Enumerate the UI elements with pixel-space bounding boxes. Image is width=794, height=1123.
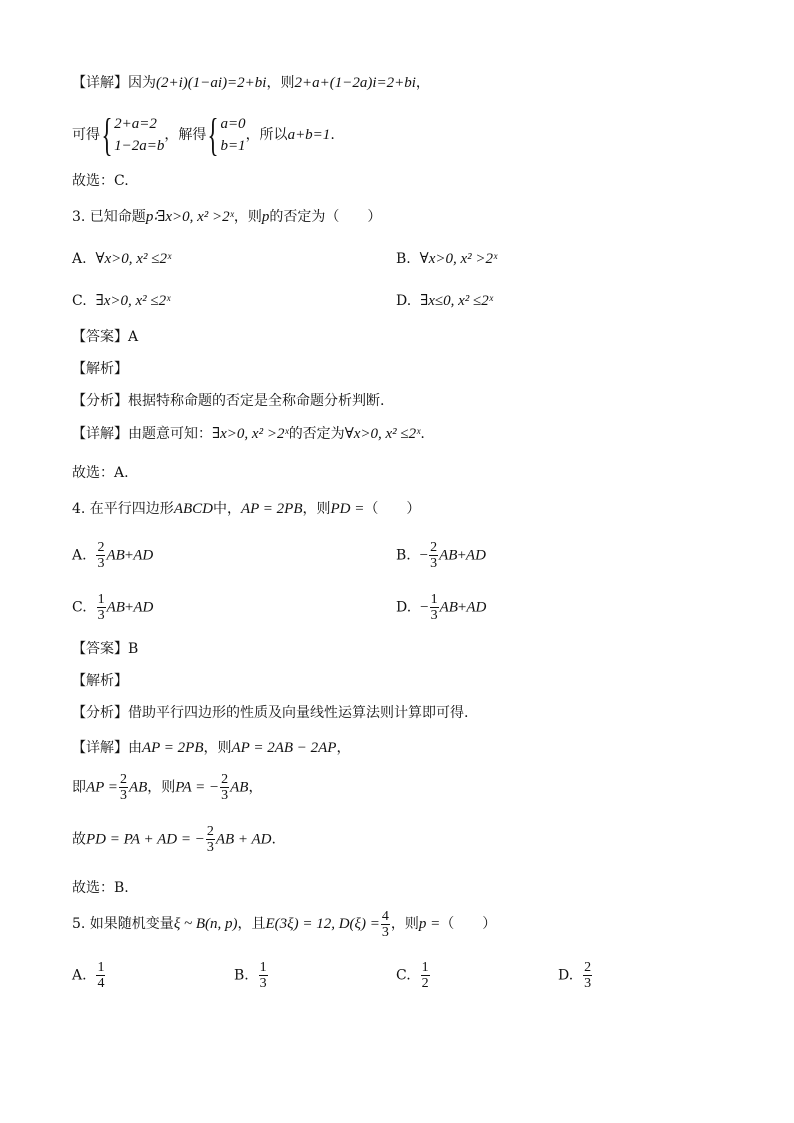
analysis-heading: 【解析】 — [72, 673, 128, 689]
vector-equation: AP = 2PB — [240, 501, 303, 517]
text: ，则 — [390, 916, 419, 932]
numerator: 1 — [421, 960, 429, 975]
text: ，解得 — [164, 127, 207, 143]
option-label: A. — [72, 547, 87, 564]
text: ，则 — [266, 75, 295, 91]
numerator: 4 — [381, 908, 389, 924]
option-label: C. — [72, 599, 87, 616]
vector: AB — [230, 779, 249, 796]
text: 3. 已知命题 — [72, 209, 146, 225]
denominator: 3 — [381, 924, 389, 940]
selection-text: 故选：A. — [72, 465, 129, 481]
vector: AD — [465, 547, 486, 564]
vector-equation: PD = — [330, 501, 365, 517]
option-label: B. — [234, 967, 249, 984]
numerator: 2 — [584, 960, 592, 975]
detail-line-2 — [72, 109, 335, 160]
analysis-heading: 【解析】 — [72, 361, 128, 377]
denominator: 3 — [259, 976, 267, 991]
numerator: 2 — [97, 540, 105, 555]
fraction — [97, 592, 106, 623]
detail-line-1 — [72, 739, 350, 757]
equation: a+b=1 — [287, 127, 331, 143]
option-c — [72, 292, 170, 310]
option-b — [396, 540, 486, 571]
question-4 — [72, 500, 420, 518]
numerator: 1 — [97, 592, 105, 607]
vector-equation: AB + AD — [215, 831, 272, 848]
fraction — [430, 592, 439, 623]
detail-line-1 — [72, 74, 430, 92]
option-a — [72, 540, 153, 571]
fraction — [421, 960, 430, 991]
equation: E(3ξ) = 12, D(ξ) = — [265, 916, 380, 932]
text: ，则 — [147, 779, 176, 796]
vector: AB — [439, 599, 458, 616]
text: 可得 — [72, 127, 100, 143]
equation-system-1 — [114, 113, 164, 157]
vector: AD — [466, 599, 487, 616]
option-c — [72, 592, 153, 623]
option-label: C. — [72, 293, 87, 309]
detail-text — [72, 425, 425, 443]
operator: + — [124, 599, 134, 616]
option-label: D. — [396, 293, 412, 309]
option-label: B. — [396, 251, 411, 267]
denominator: 3 — [119, 788, 127, 803]
vector-equation: AP = — [86, 779, 118, 796]
fraction — [220, 772, 229, 803]
text: 中， — [212, 501, 241, 517]
fraction — [96, 540, 105, 571]
fraction — [259, 960, 268, 991]
equation: 1−2a=b — [114, 138, 165, 154]
text: 【详解】由 — [72, 740, 142, 756]
denominator: 3 — [97, 556, 105, 571]
fraction — [119, 772, 128, 803]
vector-equation: PA = − — [175, 779, 220, 796]
text: 4. 在平行四边形 — [72, 501, 174, 517]
fraction — [381, 909, 390, 940]
denominator: 4 — [97, 976, 105, 991]
operator: + — [457, 547, 466, 564]
text: 的否定为 — [288, 426, 345, 442]
numerator: 2 — [206, 824, 214, 839]
option-label: A. — [72, 251, 87, 267]
vector-equation: AP = 2PB — [142, 740, 204, 756]
brace-icon: { — [101, 109, 113, 160]
text: . — [330, 127, 335, 143]
text: ， — [415, 75, 430, 91]
equation: 2+a+(1−2a)i=2+bi — [294, 75, 416, 91]
question-5 — [72, 908, 496, 940]
detail-line-2 — [72, 772, 262, 803]
fraction — [206, 824, 215, 855]
equation: 2+a=2 — [114, 116, 157, 132]
text: ，则 — [233, 209, 262, 225]
option-b — [396, 250, 497, 268]
text: ， — [248, 779, 263, 796]
operator: − — [420, 599, 429, 616]
equation: ∀x>0, x² ≤2ˣ — [95, 251, 172, 267]
text: 【详解】因为 — [72, 75, 156, 91]
detail-line-3 — [72, 824, 276, 855]
option-d — [396, 292, 493, 310]
equation: ∀x>0, x² >2ˣ — [419, 251, 498, 267]
option-a — [72, 250, 171, 268]
option-d — [396, 592, 486, 623]
denominator: 3 — [97, 608, 105, 623]
analysis-text: 【分析】根据特称命题的否定是全称命题分析判断. — [72, 393, 385, 409]
option-d — [558, 960, 593, 991]
equation: ∃x≤0, x² ≤2ˣ — [420, 293, 493, 309]
answer-text: 【答案】B — [72, 641, 139, 657]
equation: p = — [418, 916, 441, 932]
text: 即 — [72, 779, 86, 796]
denominator: 3 — [430, 608, 438, 623]
text: （ ） — [364, 501, 421, 517]
operator: − — [419, 547, 429, 564]
option-label: D. — [558, 967, 574, 984]
vector: AD — [133, 547, 154, 564]
fraction — [583, 960, 592, 991]
numerator: 2 — [430, 540, 438, 555]
equation: ABCD — [173, 501, 213, 517]
selection-text: 故选：B. — [72, 880, 129, 896]
vector: AB — [106, 547, 125, 564]
text: ，所以 — [245, 127, 288, 143]
text: 故 — [72, 831, 86, 848]
text: ， — [336, 740, 351, 756]
denominator: 3 — [584, 976, 592, 991]
vector: AB — [106, 599, 125, 616]
operator: + — [124, 547, 134, 564]
text: （ ） — [440, 916, 497, 932]
fraction — [429, 540, 438, 571]
operator: + — [457, 599, 467, 616]
equation: p∶∃x>0, x² >2ˣ — [145, 209, 234, 225]
equation: p — [261, 209, 270, 225]
denominator: 3 — [206, 840, 214, 855]
answer-text: 【答案】A — [72, 329, 139, 345]
option-label: B. — [396, 547, 411, 564]
equation: ∃x>0, x² ≤2ˣ — [95, 293, 171, 309]
vector: AB — [439, 547, 458, 564]
text: . — [420, 426, 425, 442]
text: ，且 — [237, 916, 266, 932]
question-3 — [72, 208, 381, 226]
numerator: 1 — [430, 592, 438, 607]
numerator: 2 — [221, 772, 229, 787]
text: 【详解】由题意可知： — [72, 426, 212, 442]
text: ，则 — [302, 501, 331, 517]
equation: b=1 — [220, 138, 246, 154]
numerator: 1 — [97, 960, 105, 975]
numerator: 1 — [259, 960, 267, 975]
equation: ∃x>0, x² >2ˣ — [212, 426, 289, 442]
vector-equation: AP = 2AB − 2AP — [231, 740, 337, 756]
vector: AD — [133, 599, 154, 616]
text: ，则 — [203, 740, 232, 756]
equation: ∀x>0, x² ≤2ˣ — [344, 426, 421, 442]
option-a — [72, 960, 106, 991]
vector-equation: PD = PA + AD = − — [86, 831, 205, 848]
option-label: C. — [396, 967, 411, 984]
option-label: D. — [396, 599, 412, 616]
selection-text: 故选：C. — [72, 173, 129, 189]
equation: a=0 — [220, 116, 246, 132]
brace-icon: { — [207, 109, 219, 160]
denominator: 2 — [421, 976, 429, 991]
equation: ξ ~ B(n, p) — [173, 916, 238, 932]
denominator: 3 — [430, 556, 438, 571]
analysis-text: 【分析】借助平行四边形的性质及向量线性运算法则计算即可得. — [72, 705, 469, 721]
text: 5. 如果随机变量 — [72, 916, 174, 932]
numerator: 2 — [119, 772, 127, 787]
option-b — [234, 960, 269, 991]
text: . — [271, 831, 276, 848]
option-label: A. — [72, 967, 87, 984]
denominator: 3 — [221, 788, 229, 803]
text: 的否定为（ ） — [269, 209, 382, 225]
option-c — [396, 960, 431, 991]
equation-system-2 — [220, 113, 245, 157]
equation: (2+i)(1−ai)=2+bi — [156, 75, 267, 91]
fraction — [96, 960, 105, 991]
vector: AB — [128, 779, 148, 796]
